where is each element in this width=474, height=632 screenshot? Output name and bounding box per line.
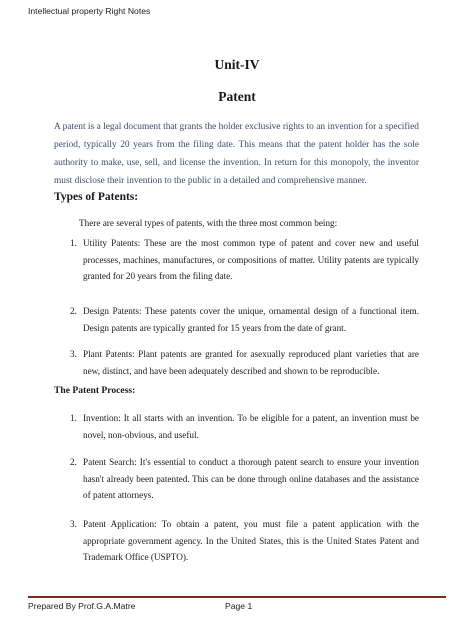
list-item-text: Invention: It all starts with an invention. To be eligible for a patent, an invention must be novel, non-obvious, and useful. [83, 413, 419, 440]
page-number: Page 1 [225, 601, 253, 611]
unit-title: Unit-IV [214, 57, 260, 72]
list-item-text: Design Patents: These patents cover the unique, ornamental design of a functional item. Design patents are typically granted for 15 years from the date of grant. [83, 306, 419, 333]
list-number: 1. [70, 413, 77, 423]
types-heading: Types of Patents: [54, 191, 139, 203]
list-item-text: Utility Patents: These are the most common type of patent and cover new and useful processes, machines, manufactures, or compositions of matter. Utility patents are typically granted for 20 years from the filing date. [83, 238, 419, 281]
footer-author: Prepared By Prof.G.A.Matre [28, 601, 136, 611]
running-header: Intellectual property Right Notes [28, 6, 151, 16]
list-number: 1. [70, 238, 77, 248]
list-item-text: Patent Application: To obtain a patent, you must file a patent application with the appropriate government agency. In the United States, this is the United States Patent and Trademark Office (USPTO). [83, 519, 419, 562]
process-heading: The Patent Process: [54, 385, 136, 396]
footer-divider [28, 596, 446, 598]
list-number: 3. [70, 349, 77, 359]
intro-paragraph: A patent is a legal document that grants the holder exclusive rights to an invention for a specified period, typically 20 years from the filing date. This means that the patent holder has the sole authority to make, use, sell, and license the invention. In return for this monopoly, the inventor must disclose their invention to the public in a detailed and comprehensive manner. [54, 122, 419, 186]
list-item-text: Patent Search: It's essential to conduct a thorough patent search to ensure your invention hasn't already been patented. This can be done through online databases and the assistance of patent attorneys. [83, 457, 419, 500]
list-number: 2. [70, 306, 77, 316]
types-intro: There are several types of patents, with the three most common being: [79, 218, 338, 228]
list-number: 3. [70, 519, 77, 529]
section-title: Patent [218, 89, 256, 104]
list-item-text: Plant Patents: Plant patents are granted for asexually reproduced plant varieties that are new, distinct, and have been adequately described and shown to be reproducible. [83, 349, 419, 376]
list-number: 2. [70, 457, 77, 467]
